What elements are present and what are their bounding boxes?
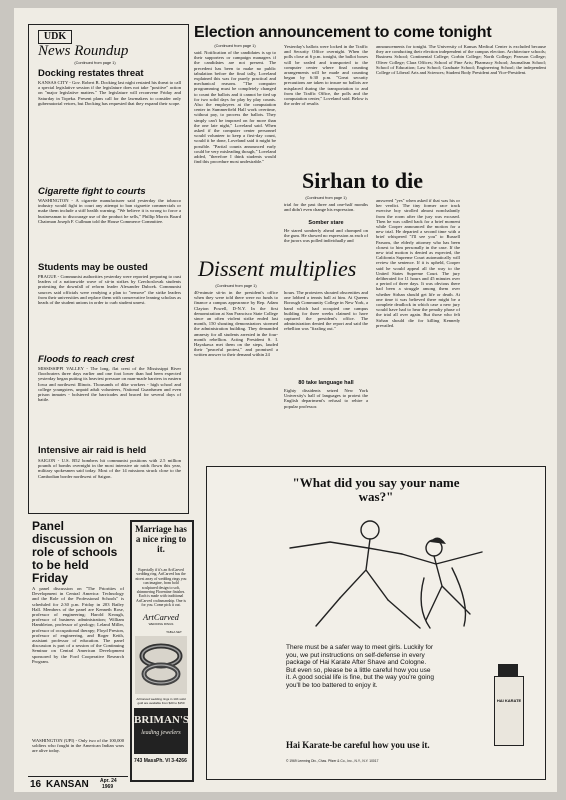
roundup-continued: (Continued from page 1)	[74, 61, 116, 65]
footer-paper-name: KANSAN	[46, 779, 89, 790]
panel-body: A panel discussion on "The Priorities of Development in Central America: Technology and the Role of the Professional Schools" is scheduled for 2:30 p.m. Friday in 203 Bailey Hall. Members of the panel are Kenneth Rose, professor of engineering; Harold Keough, professor of business administration; William Hambleton, professor of geology; Leland Miller, professor of occupational therapy; Floyd Preston, professor of engineering, and Roger Keith, assistant professor of education. The panel discussion is part of a session of the Continuing Seminar on Central American Development sponsored by the Ford Cooperative Research Program.	[32, 586, 124, 664]
hai-karate-body: There must be a safer way to meet girls. Luckily for you, we put instructions on self-defense in every package of Hai Karate After Shave and Cologne. But even so, please be a little careful how you use it. A good social life is fine, but the way you're going you'll be too battered to enjoy it.	[286, 644, 434, 689]
dissent-subhead: 80 take language hall	[298, 380, 354, 386]
brimans-phone: Ph. VI 3-4266	[156, 758, 187, 764]
roundup-headline-airraid: Intensive air raid is held	[38, 445, 147, 456]
election-col-3: announcements for tonight. The University of Kansas Medical Center is excluded because they are conducting their election independent of the campus election. Architecture schools; Business School; Continental College; Corbin College; North College; Pearson College; Oliver College; Clara Offices; School of Fine Arts; Pharmacy School; Journalism School; School of Education; Law School; Graduate School; Engineering School; the independent College of Liberal Arts and Sciences; Student Body President and Vice-President.	[376, 44, 546, 76]
roundup-body-airraid: SAIGON - U.S. B52 bombers hit communist positions with 2.5 million pounds of bombs overnight in the most intensive air raids flown this year, military spokesmen said today. Most of the 14 missions struck close to the Cambodian border northwest of Saigon.	[38, 458, 181, 479]
brimans-address: 743 Mass.	[134, 758, 158, 764]
dissent-col-1: 40-minute sit-in in the president's office when they were told there were no funds to finance a campus appearance by Rep. Adam Clayton Powell, D-N.Y. In the first demonstration at San Francisco State College since an often violent strike ended last month, 150 shouting demonstrators stormed the administration building. They demanded amnesty for all students arrested in the four-month rebellion. Acting President S. I. Hayakawa met them on the steps, lauded their "peaceful protest," and promised a written answer to their demand within 24	[194, 290, 278, 358]
artcarved-headline: Marriage has a nice ring to it.	[135, 524, 187, 554]
dissent-headline: Dissent multiplies	[198, 256, 357, 281]
hai-karate-copyright: © 1969 Leeming Div., Chas. Pfizer & Co., Inc., N.Y., N.Y. 10017	[286, 759, 379, 763]
newspaper-page	[14, 8, 557, 792]
artcarved-brand-sub: WEDDING RINGS	[148, 622, 174, 626]
dissent-col-2: hours. The protesters shouted obscenities and one lobbed a tennis ball at him. At Queens Borough Community College in New York, a band which had occupied one campus building for three weeks claimed to have captured the president's office. The administration denied the report and said the rebellion was "fizzling out."	[284, 290, 368, 332]
hai-karate-bottle-cap	[498, 664, 518, 676]
artcarved-illus-note: ArtCarved wedding rings in 14K solid gold are available from $20 to $150	[136, 697, 186, 705]
election-col-1: said. Notification of the candidates is up to their supporters or campaign managers if the candidates are not present. The precedent has been to make no public tabulation before the final tally, Loveland explained this was for purely practical and mechanical reasons. "The computer programming must be completely changed to count the ballots and it cannot be tied up for two solid days for play by play counts. Also the employees at the computation center in Summerfield Hall work overtime, without pay, to process the ballots. They simply can't be imposed on for more than the one late night," Loveland said. When asked if the computer center personnel would volunteer to keep a first-day count, would it be done, Loveland said it might be possible. "Partial counts announced early could be very misleading though," Loveland added, "therefore I think students would find this procedure most undesirable."	[194, 50, 276, 165]
artcarved-body: Especially if it's an ArtCarved wedding ring. ArtCarved has the nicest array of wedding rings you can imagine, from bold sculptured design to soft, shimmering Florentine finishes. Each is made with traditional ArtCarved craftsmanship. One is for you. Come pick it out.	[135, 568, 187, 608]
sirhan-col-1b: He stared somberly ahead and chomped on the gum. He showed no expression as each of the jurors was polled individually and	[284, 228, 368, 244]
sirhan-col-1: trial for the past three and one-half months and didn't even change his expression.	[284, 202, 368, 213]
brimans-sub: leading jewelers	[141, 730, 181, 736]
roundup-body-cigarette: WASHINGTON - A cigarette manufacturer said yesterday the tobacco industry would fight in court any attempt to ban cigarette commercials or make them include a stiff health warning. "We believe it is wrong to force a businessman to discourage use of the product he sells," Phillip Morris Board Chairman Joseph F. Cullman told the House Commerce Committee.	[38, 198, 181, 224]
karate-couple-illustration	[220, 508, 532, 636]
artcarved-brand: ArtCarved	[143, 612, 179, 622]
wire-item: WASHINGTON (UPI) - Only two of the 100,000 soldiers who fought in the American Indian wars are alive today.	[32, 738, 124, 754]
roundup-headline-students: Students may be ousted	[38, 262, 148, 273]
dissent-col-2b: Eighty dissidents seized New York University's hall of languages to protest the English department's refusal to rehire a popular professor.	[284, 388, 368, 409]
election-continued: (Continued from page 1)	[214, 44, 256, 48]
roundup-body-students: PRAGUE - Communist authorities yesterday were reported preparing to oust leaders of a nationwide wave of sit-in strikes by Czechoslovak students protesting the downfall of reform leader Alexander Dubcek. Communist sources said officials were readying a plan to "remove" the strike leaders from their universities and replace them with conservative leaning scholars as heads of the student unions in order to curb student unrest.	[38, 274, 181, 306]
dissent-continued: (Continued from page 1)	[215, 284, 257, 288]
roundup-body-floods: MISSISSIPPI VALLEY - The long, flat crest of the Mississippi River floodwaters three days earlier and one foot lower than had been expected yesterday began putting its heaviest pressure on man-made barriers in eastern Iowa and northwest Illinois. Thousands of dike workers - high school and college youngsters, unpaid adult volunteers, National Guardsmen and even prison inmates - bolstered the barricades and braced for several days of battle.	[38, 366, 181, 403]
hai-karate-bottle-label: HAI KARATE	[496, 698, 522, 703]
brimans-name: BRIMAN'S	[134, 714, 190, 726]
hai-karate-bottle	[494, 676, 524, 746]
sirhan-col-3	[466, 198, 546, 468]
sirhan-col-2: answered "yes" when asked if that was his or her verdict. The tiny former race track exercise boy strolled almost nonchalantly from the room after the jury was excused. Then he was called back for a brief moment while Cooper announced the motion for a new trial. He departed a second time with a brief whispered "I'll see you" to Russell Parsons, the elderly attorney who has been closest to him personally in the case. If the new trial motion is denied as expected, the California Supreme Court automatically will review the sentence. If it is upheld, Cooper said he would appeal all the way to the United States Supreme Court. The jury deliberated for 11 hours and 45 minutes over a period of three days. It was obvious there had been a struggle among them over whether Sirhan should get life or death. At one time it was believed there might be a complete deadlock in which case a new jury would have had to hear the penalty phase of the trial all over again. But those who felt Sirhan should die for killing Kennedy prevailed.	[376, 198, 460, 328]
election-col-2: Yesterday's ballots were locked in the Traffic and Security Office overnight. When the polls close at 6 p.m. tonight, the ballot boxes will be sealed and transported to the computer center where final counting arrangements will be made and counting begun by 6:30 p.m. "Great security precautions are taken to insure no ballots are misplaced during the transportation to and from the Traffic Office, the polls and the computation center," Loveland said. Below is the order of results	[284, 44, 368, 107]
election-headline: Election announcement to come tonight	[194, 24, 492, 41]
roundup-title: News Roundup	[38, 43, 129, 59]
roundup-headline-docking: Docking restates threat	[38, 68, 144, 79]
udk-logo: UDK	[38, 30, 72, 44]
roundup-headline-cigarette: Cigarette fight to courts	[38, 186, 146, 197]
roundup-body-docking: KANSAS CITY - Gov. Robert B. Docking last night restated his threat to call a special legislative session if the legislature does not take "positive" action on "major legislative matters." The legislature will reconvene Friday and Saturday in Topeka. Present plans call for the lawmakers to consider only gubernatorial vetoes, but Docking has requested that they expand their scope.	[38, 80, 181, 106]
hai-karate-tagline: Hai Karate-be careful how you use it.	[286, 740, 430, 750]
panel-headline: Panel discussion on role of schools to be held Friday	[32, 519, 118, 585]
footer-page-number: 16	[30, 779, 42, 790]
footer-rule	[28, 776, 128, 777]
roundup-headline-floods: Floods to reach crest	[38, 354, 135, 365]
sirhan-headline: Sirhan to die	[302, 168, 424, 193]
footer-date: Apr. 24	[100, 778, 117, 784]
sirhan-subhead: Somber stare	[308, 220, 344, 226]
artcarved-ring-label: TABLA SET	[166, 630, 182, 634]
sirhan-continued: (Continued from page 1)	[305, 196, 347, 200]
footer-year: 1969	[102, 784, 114, 790]
hai-karate-headline: "What did you say your name was?"	[292, 475, 460, 504]
wedding-rings-image	[135, 636, 187, 694]
